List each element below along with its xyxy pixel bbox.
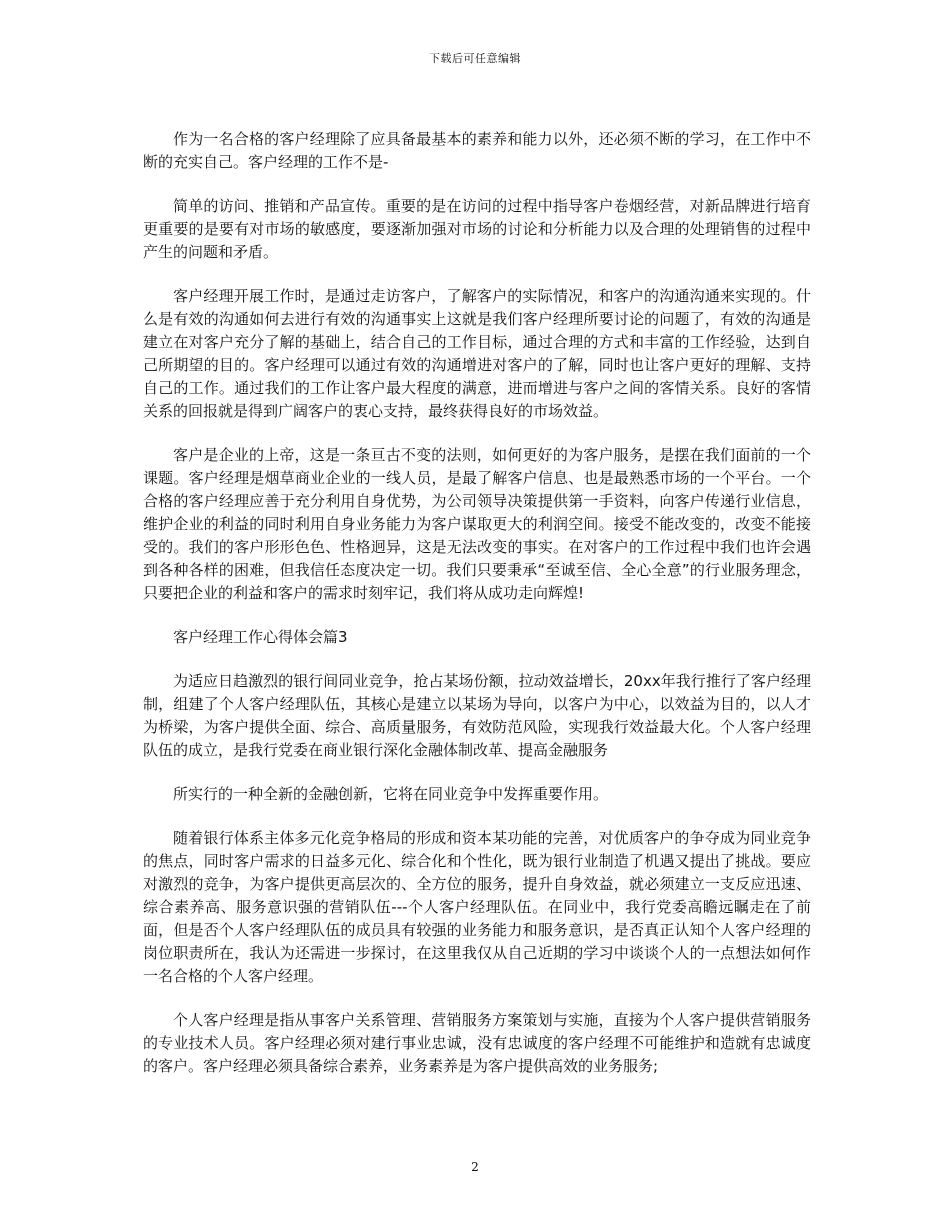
paragraph: 作为一名合格的客户经理除了应具备最基本的素养和能力以外，还必须不断的学习，在工作中不断的充实自己。客户经理的工作不是-	[143, 130, 811, 171]
section-heading: 客户经理工作心得体会篇3	[173, 628, 348, 646]
paragraph: 为适应日趋激烈的银行间同业竞争，抢占某场份额，拉动效益增长，20xx年我行推行了客户经理制，组建了个人客户经理队伍，其核心是建立以某场为导向，以客户为中心，以效益为目的，以人才为桥梁，为客户提供全面、综合、高质量服务，有效防范风险，实现我行效益最大化。个人客户经理队伍的成立，是我行党委在商业银行深化金融体制改革、提高金融服务	[143, 672, 811, 759]
paragraph: 简单的访问、推销和产品宣传。重要的是在访问的过程中指导客户卷烟经营，对新品牌进行培育更重要的是要有对市场的敏感度，要逐渐加强对市场的讨论和分析能力以及合理的处理销售的过程中产生的问题和矛盾。	[143, 197, 811, 261]
paragraph: 所实行的一种全新的金融创新，它将在同业竞争中发挥重要作用。	[173, 785, 609, 803]
paragraph: 随着银行体系主体多元化竞争格局的形成和资本某功能的完善，对优质客户的争夺成为同业竞争的焦点，同时客户需求的日益多元化、综合化和个性化，既为银行业制造了机遇又提出了挑战。要应对激烈的竞争，为客户提供更高层次的、全方位的服务，提升自身效益，就必须建立一支反应迅速、综合素养高、服务意识强的营销队伍---个人客户经理队伍。在同业中，我行党委高瞻远瞩走在了前面，但是否个人客户经理队伍的成员具有较强的业务能力和服务意识，是否真正认知个人客户经理的岗位职责所在，我认为还需进一步探讨，在这里我仅从自己近期的学习中谈谈个人的一点想法如何作一名合格的个人客户经理。	[143, 829, 811, 985]
page-header: 下载后可任意编辑	[429, 52, 521, 65]
paragraph: 客户经理开展工作时，是通过走访客户，了解客户的实际情况，和客户的沟通沟通来实现的。什么是有效的沟通如何去进行有效的沟通事实上这就是我们客户经理所要讨论的问题了，有效的沟通是建立在对客户充分了解的基础上，结合自己的工作目标，通过合理的方式和丰富的工作经验，达到自己所期望的目的。客户经理可以通过有效的沟通增进对客户的了解，同时也让客户更好的理解、支持自己的工作。通过我们的工作让客户最大程度的满意，进而增进与客户之间的客情关系。良好的客情关系的回报就是得到广阔客户的衷心支持，最终获得良好的市场效益。	[143, 287, 811, 420]
page-number: 2	[471, 1160, 479, 1174]
document-body	[143, 128, 811, 1099]
paragraph: 个人客户经理是指从事客户关系管理、营销服务方案策划与实施，直接为个人客户提供营销服务的专业技术人员。客户经理必须对建行事业忠诚，没有忠诚度的客户经理不可能维护和造就有忠诚度的客户。客户经理必须具备综合素养，业务素养是为客户提供高效的业务服务;	[143, 1011, 811, 1075]
paragraph: 客户是企业的上帝，这是一条亘古不变的法则，如何更好的为客户服务，是摆在我们面前的一个课题。客户经理是烟草商业企业的一线人员，是最了解客户信息、也是最熟悉市场的一个平台。一个合格的客户经理应善于充分利用自身优势，为公司领导决策提供第一手资料，向客户传递行业信息，维护企业的利益的同时利用自身业务能力为客户谋取更大的利润空间。接受不能改变的，改变不能接受的。我们的客户形形色色、性格迥异，这是无法改变的事实。在对客户的工作过程中我们也许会遇到各种各样的困难，但我信任态度决定一切。我们只要秉承“至诚至信、全心全意”的行业服务理念，只要把企业的利益和客户的需求时刻牢记，我们将从成功走向辉煌!	[143, 446, 811, 602]
